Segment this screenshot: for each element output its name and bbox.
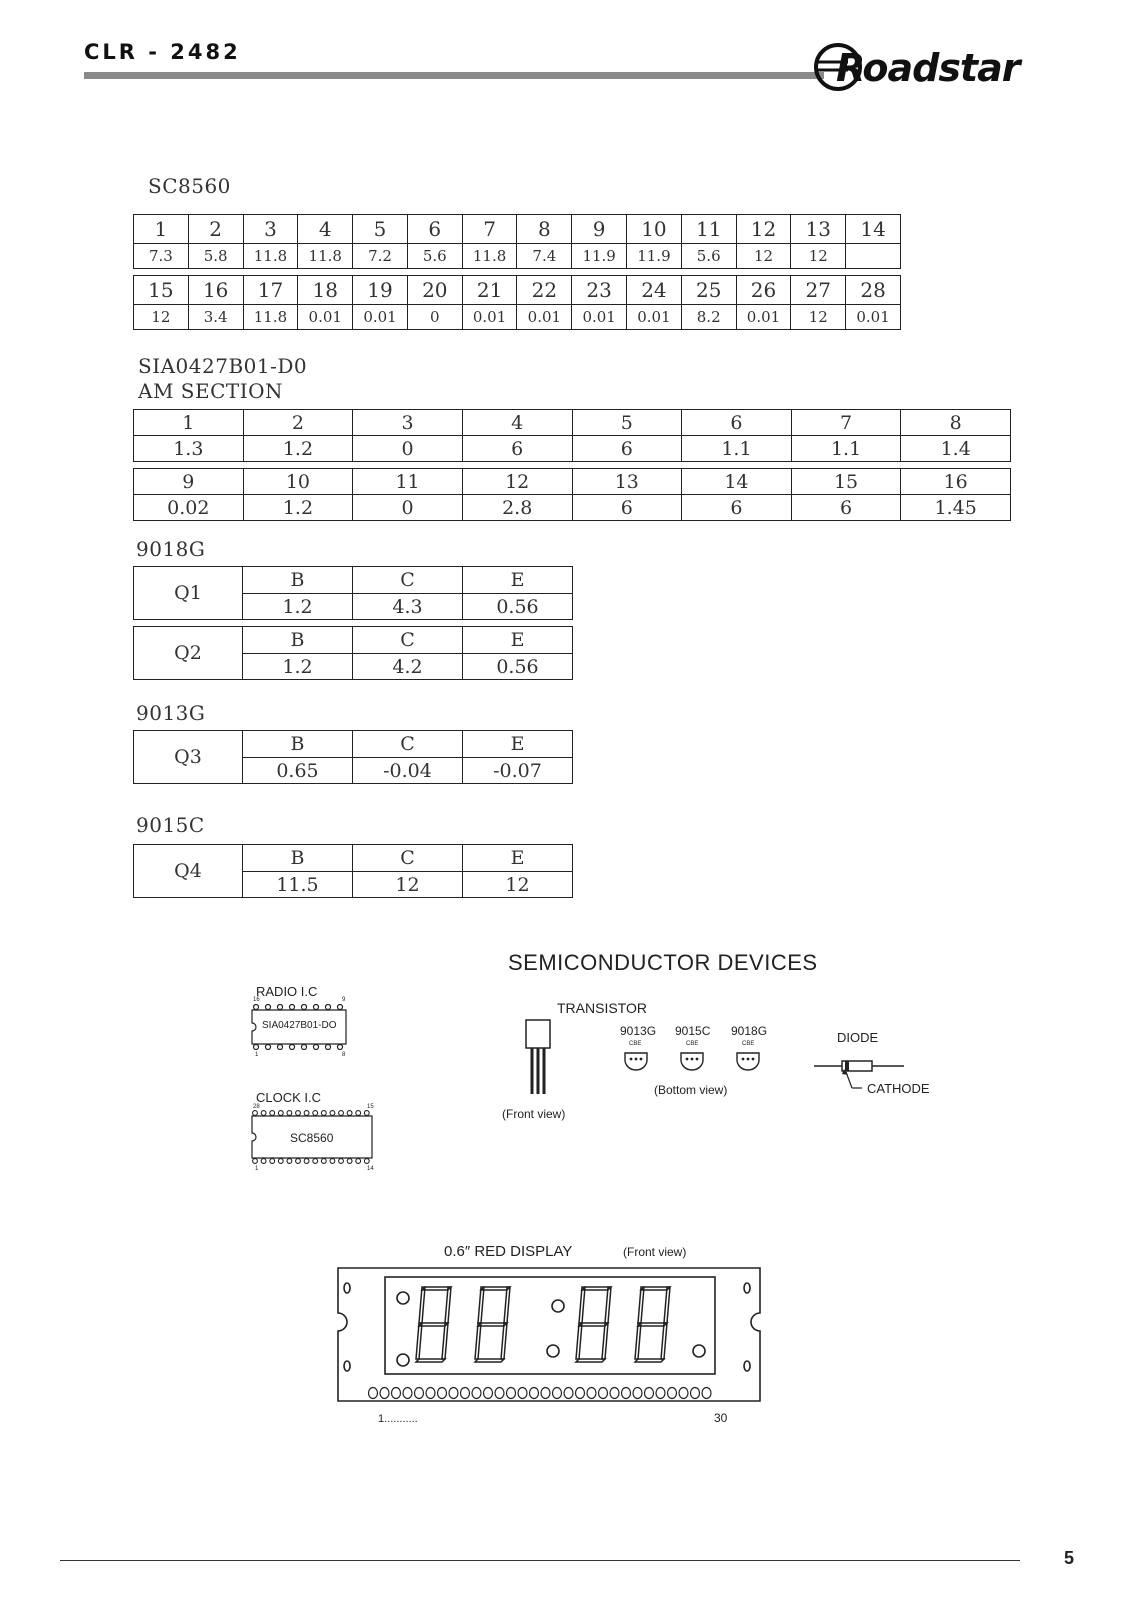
- pin-voltage: 0.01: [736, 305, 791, 330]
- radio-ic-pin-bl: 1: [255, 1052, 259, 1058]
- display-pin: [369, 1388, 378, 1399]
- terminal-voltage: 0.56: [463, 594, 573, 620]
- pin-number: 16: [188, 276, 243, 305]
- pin-number: 13: [791, 215, 846, 244]
- display-view: (Front view): [623, 1245, 687, 1259]
- pin-voltage: 0.01: [846, 305, 901, 330]
- digit-segment: [664, 1287, 670, 1323]
- diode-cathode-label: CATHODE: [867, 1081, 930, 1096]
- digit-segment: [605, 1287, 611, 1323]
- pin-voltage: 12: [134, 305, 189, 330]
- t9013-label: 9013G: [136, 701, 206, 725]
- pin-voltage: 12: [791, 244, 846, 269]
- transistor-pins-2: CBE: [686, 1041, 699, 1047]
- display-pin: [495, 1388, 504, 1399]
- clock-ic-pin-bl: 1: [255, 1166, 259, 1172]
- pin-number: 11: [353, 469, 463, 495]
- terminal-voltage: 12: [353, 872, 463, 898]
- t9018-voltage-table: [133, 566, 573, 680]
- display-pin: [461, 1388, 470, 1399]
- ic-pin: [313, 1159, 318, 1164]
- pin-number: 24: [627, 276, 682, 305]
- ic-pin: [356, 1159, 361, 1164]
- radio-ic-chip: SIA0427B01-DO: [262, 1020, 337, 1031]
- digit-segment: [478, 1287, 484, 1323]
- display-pin: [553, 1388, 562, 1399]
- ic-pin: [356, 1111, 361, 1116]
- display-pin-start: 1...........: [378, 1413, 418, 1425]
- pin-number: 1: [134, 410, 244, 436]
- pin-voltage: 0: [353, 495, 463, 521]
- pin-number: 4: [298, 215, 353, 244]
- sc8560-label: SC8560: [148, 174, 231, 198]
- ic-pin: [304, 1111, 309, 1116]
- display-pin: [576, 1388, 585, 1399]
- pin-number: 9: [572, 215, 627, 244]
- transistor-label: TRANSISTOR: [557, 1000, 647, 1016]
- terminal-voltage: 1.2: [243, 654, 353, 680]
- transistor-front-view: (Front view): [502, 1107, 566, 1121]
- red-display-diagram: [335, 1265, 765, 1415]
- digit-segment: [445, 1287, 451, 1323]
- pin-voltage: 2.8: [462, 495, 572, 521]
- pin-voltage: 0.01: [627, 305, 682, 330]
- radio-ic-pin-tr: 9: [342, 997, 346, 1003]
- display-pin: [702, 1388, 711, 1399]
- digit-segment: [416, 1359, 445, 1362]
- ic-pin: [253, 1159, 258, 1164]
- svg-text:Roadstar: Roadstar: [836, 46, 1020, 90]
- pin-voltage: 11.9: [572, 244, 627, 269]
- transistor-name: Q1: [134, 567, 243, 620]
- pin-voltage: 8.2: [681, 305, 736, 330]
- pin-voltage: 5.6: [407, 244, 462, 269]
- terminal-voltage: 12: [463, 872, 573, 898]
- ic-pin: [364, 1111, 369, 1116]
- pin-number: 2: [243, 410, 353, 436]
- ic-pin: [330, 1111, 335, 1116]
- pin-number: 8: [901, 410, 1011, 436]
- display-pin: [426, 1388, 435, 1399]
- transistor-name: Q3: [134, 731, 243, 784]
- pin-number: 6: [407, 215, 462, 244]
- display-pin-end: 30: [714, 1411, 728, 1425]
- pin-voltage: 11.8: [298, 244, 353, 269]
- display-pin: [679, 1388, 688, 1399]
- digit-segment: [641, 1287, 670, 1290]
- diode-label: DIODE: [837, 1030, 879, 1045]
- pin-number: 27: [791, 276, 846, 305]
- ic-pin: [287, 1159, 292, 1164]
- transistor-front-icon: [520, 1018, 556, 1098]
- display-pin: [599, 1388, 608, 1399]
- display-pin: [392, 1388, 401, 1399]
- terminal-voltage: 1.2: [243, 594, 353, 620]
- ic-pin: [321, 1111, 326, 1116]
- pin-number: 14: [846, 215, 901, 244]
- pin-voltage: 5.8: [188, 244, 243, 269]
- radio-ic-pin-tl: 16: [253, 997, 260, 1003]
- digit-segment: [419, 1287, 425, 1323]
- pin-number: 20: [407, 276, 462, 305]
- pin-number: 23: [572, 276, 627, 305]
- pin-number: 3: [243, 215, 298, 244]
- ic-pin: [296, 1111, 301, 1116]
- pin-number: 12: [462, 469, 572, 495]
- digit-segment: [582, 1287, 611, 1290]
- pin-number: 15: [134, 276, 189, 305]
- transistor-type-3: 9018G: [731, 1024, 768, 1038]
- ic-pin: [347, 1111, 352, 1116]
- terminal-label: E: [463, 567, 573, 594]
- terminal-label: B: [243, 567, 353, 594]
- terminal-voltage: 4.2: [353, 654, 463, 680]
- pin-number: 18: [298, 276, 353, 305]
- digit-segment: [661, 1323, 667, 1359]
- ic-pin: [261, 1111, 266, 1116]
- digit-segment: [501, 1323, 507, 1359]
- terminal-label: E: [463, 731, 573, 758]
- roadstar-logo: [812, 40, 1086, 94]
- pin-number: 5: [572, 410, 682, 436]
- transistor-bottom-view: (Bottom view): [654, 1083, 728, 1097]
- ic-pin: [313, 1111, 318, 1116]
- digit-segment: [635, 1323, 641, 1359]
- terminal-label: C: [353, 567, 463, 594]
- transistor-pins-1: CBE: [629, 1041, 642, 1047]
- sia-sublabel: AM SECTION: [138, 379, 284, 403]
- t9018-label: 9018G: [136, 537, 206, 561]
- pin-voltage: 11.8: [462, 244, 517, 269]
- pin-number: 8: [517, 215, 572, 244]
- terminal-label: B: [243, 627, 353, 654]
- digit-segment: [422, 1287, 451, 1290]
- sc8560-voltage-table: [133, 214, 901, 330]
- pin-voltage: 5.6: [681, 244, 736, 269]
- display-pin: [668, 1388, 677, 1399]
- pin-voltage: 1.3: [134, 436, 244, 462]
- pin-voltage: 1.2: [243, 436, 353, 462]
- sia-label: SIA0427B01-D0: [138, 354, 308, 378]
- pin-voltage: 1.4: [901, 436, 1011, 462]
- pin-voltage: 6: [682, 495, 792, 521]
- transistor-type-1: 9013G: [620, 1024, 657, 1038]
- transistor-name: Q4: [134, 845, 243, 898]
- digit-segment: [475, 1359, 504, 1362]
- display-pin: [541, 1388, 550, 1399]
- display-pin: [645, 1388, 654, 1399]
- display-pin: [518, 1388, 527, 1399]
- terminal-label: B: [243, 845, 353, 872]
- ic-pin: [304, 1159, 309, 1164]
- display-pin: [449, 1388, 458, 1399]
- clock-ic-pin-tr: 15: [367, 1104, 374, 1110]
- digit-segment: [602, 1323, 608, 1359]
- digit-segment: [419, 1323, 448, 1326]
- semiconductor-title: SEMICONDUCTOR DEVICES: [508, 950, 818, 975]
- pin-voltage: 0.01: [517, 305, 572, 330]
- display-pin: [633, 1388, 642, 1399]
- display-pin: [507, 1388, 516, 1399]
- pin-number: 12: [736, 215, 791, 244]
- pin-voltage: 11.9: [627, 244, 682, 269]
- t9015-label: 9015C: [136, 813, 205, 837]
- pin-voltage: 1.45: [901, 495, 1011, 521]
- pin-number: 4: [462, 410, 572, 436]
- transistor-pins-3: CBE: [742, 1041, 755, 1047]
- terminal-voltage: 4.3: [353, 594, 463, 620]
- pin-voltage: 7.2: [353, 244, 408, 269]
- model-number: CLR - 2482: [84, 40, 241, 64]
- digit-segment: [504, 1287, 510, 1323]
- t9013-voltage-table: [133, 730, 573, 784]
- ic-pin: [287, 1111, 292, 1116]
- display-pin: [530, 1388, 539, 1399]
- pin-number: 19: [353, 276, 408, 305]
- ic-pin: [347, 1159, 352, 1164]
- clock-ic-label: CLOCK I.C: [256, 1090, 322, 1105]
- terminal-voltage: -0.07: [463, 758, 573, 784]
- ic-pin: [330, 1159, 335, 1164]
- pin-voltage: 0.02: [134, 495, 244, 521]
- t9015-voltage-table: [133, 844, 573, 898]
- pin-number: 3: [353, 410, 463, 436]
- ic-pin: [321, 1159, 326, 1164]
- terminal-label: C: [353, 627, 463, 654]
- display-pin: [622, 1388, 631, 1399]
- terminal-label: E: [463, 845, 573, 872]
- pin-voltage: 0.01: [298, 305, 353, 330]
- ic-pin: [270, 1159, 275, 1164]
- clock-ic-chip: SC8560: [290, 1131, 334, 1145]
- terminal-label: C: [353, 845, 463, 872]
- sia-voltage-table: [133, 409, 1011, 521]
- transistor-name: Q2: [134, 627, 243, 680]
- pin-number: 14: [682, 469, 792, 495]
- terminal-voltage: 0.65: [243, 758, 353, 784]
- footer-rule: [60, 1560, 1020, 1561]
- pin-number: 15: [791, 469, 901, 495]
- digit-segment: [635, 1359, 664, 1362]
- pin-voltage: 6: [572, 495, 682, 521]
- pin-number: 11: [681, 215, 736, 244]
- display-pin: [484, 1388, 493, 1399]
- digit-segment: [576, 1323, 582, 1359]
- terminal-label: E: [463, 627, 573, 654]
- pin-voltage: 6: [462, 436, 572, 462]
- ic-pin: [278, 1111, 283, 1116]
- pin-voltage: 6: [791, 495, 901, 521]
- pin-number: 2: [188, 215, 243, 244]
- ic-pin: [270, 1111, 275, 1116]
- pin-voltage: 11.8: [243, 244, 298, 269]
- digit-segment: [579, 1287, 585, 1323]
- pin-number: 16: [901, 469, 1011, 495]
- pin-voltage: 12: [736, 244, 791, 269]
- digit-segment: [475, 1323, 481, 1359]
- pin-voltage: 1.1: [682, 436, 792, 462]
- ic-pin: [339, 1111, 344, 1116]
- ic-pin: [261, 1159, 266, 1164]
- pin-number: 10: [627, 215, 682, 244]
- pin-voltage: 7.3: [134, 244, 189, 269]
- pin-number: 28: [846, 276, 901, 305]
- pin-voltage: 7.4: [517, 244, 572, 269]
- pin-voltage: 12: [791, 305, 846, 330]
- display-pin: [415, 1388, 424, 1399]
- ic-pin: [253, 1111, 258, 1116]
- digit-segment: [638, 1323, 667, 1326]
- display-pin: [380, 1388, 389, 1399]
- pin-number: 6: [682, 410, 792, 436]
- digit-segment: [416, 1323, 422, 1359]
- pin-voltage: 0: [407, 305, 462, 330]
- display-pin: [438, 1388, 447, 1399]
- pin-voltage: 0.01: [462, 305, 517, 330]
- terminal-voltage: -0.04: [353, 758, 463, 784]
- terminal-voltage: 0.56: [463, 654, 573, 680]
- ic-pin: [339, 1159, 344, 1164]
- pin-number: 1: [134, 215, 189, 244]
- pin-number: 21: [462, 276, 517, 305]
- header-rule: [84, 72, 824, 79]
- transistor-type-2: 9015C: [675, 1024, 711, 1038]
- display-pin: [691, 1388, 700, 1399]
- pin-number: 25: [681, 276, 736, 305]
- display-pin: [610, 1388, 619, 1399]
- clock-ic-pin-br: 14: [367, 1166, 374, 1172]
- clock-ic-pin-tl: 28: [253, 1104, 260, 1110]
- pin-voltage: 3.4: [188, 305, 243, 330]
- digit-segment: [481, 1287, 510, 1290]
- pin-number: 22: [517, 276, 572, 305]
- digit-segment: [638, 1287, 644, 1323]
- display-title: 0.6″ RED DISPLAY: [444, 1243, 573, 1260]
- terminal-label: C: [353, 731, 463, 758]
- pin-number: 7: [791, 410, 901, 436]
- pin-voltage: 0.01: [572, 305, 627, 330]
- digit-segment: [478, 1323, 507, 1326]
- radio-ic-label: RADIO I.C: [256, 984, 318, 999]
- pin-voltage: 1.2: [243, 495, 353, 521]
- pin-number: 7: [462, 215, 517, 244]
- ic-pin: [364, 1159, 369, 1164]
- pin-voltage: 1.1: [791, 436, 901, 462]
- pin-voltage: 0.01: [353, 305, 408, 330]
- display-pin: [656, 1388, 665, 1399]
- terminal-label: B: [243, 731, 353, 758]
- pin-number: 26: [736, 276, 791, 305]
- page-number: 5: [1064, 1548, 1075, 1568]
- display-pin: [587, 1388, 596, 1399]
- pin-number: 5: [353, 215, 408, 244]
- pin-voltage: 11.8: [243, 305, 298, 330]
- radio-ic-pin-br: 8: [342, 1052, 346, 1058]
- pin-number: 9: [134, 469, 244, 495]
- terminal-voltage: 11.5: [243, 872, 353, 898]
- ic-pin: [278, 1159, 283, 1164]
- digit-segment: [442, 1323, 448, 1359]
- pin-voltage: [846, 244, 901, 269]
- pin-voltage: 6: [572, 436, 682, 462]
- transistor-bottom-icons: [623, 1050, 773, 1072]
- display-pin: [564, 1388, 573, 1399]
- display-pin: [472, 1388, 481, 1399]
- pin-number: 17: [243, 276, 298, 305]
- pin-voltage: 0: [353, 436, 463, 462]
- pin-number: 13: [572, 469, 682, 495]
- display-pin: [403, 1388, 412, 1399]
- digit-segment: [576, 1359, 605, 1362]
- pin-number: 10: [243, 469, 353, 495]
- ic-pin: [296, 1159, 301, 1164]
- digit-segment: [579, 1323, 608, 1326]
